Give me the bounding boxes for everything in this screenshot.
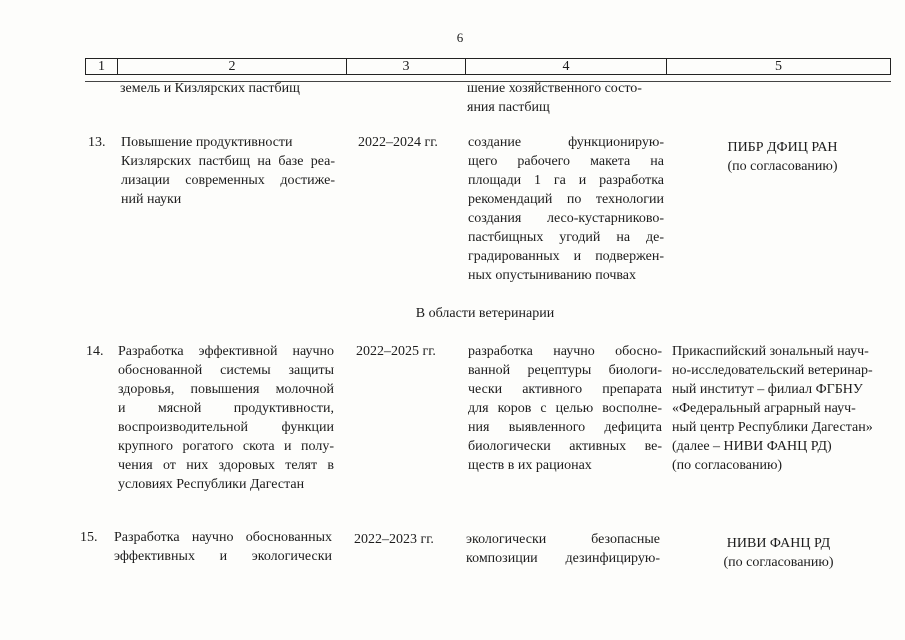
page-number: 6 bbox=[456, 30, 464, 45]
row-executor bbox=[680, 138, 885, 176]
row-number: 14. bbox=[86, 344, 104, 359]
row-period: 2022–2023 гг. bbox=[354, 532, 434, 547]
text-line: Кизлярских пастбищ на базе реа- bbox=[121, 154, 335, 169]
text-line: чения от них здоровых телят в bbox=[118, 458, 334, 473]
row-period: 2022–2024 гг. bbox=[358, 135, 438, 150]
text-line: экологически безопасные bbox=[466, 532, 660, 547]
header-col-1: 1 bbox=[98, 59, 105, 74]
text-line: ный институт – филиал ФГБНУ bbox=[672, 382, 863, 397]
text-line: земель и Кизлярских пастбищ bbox=[120, 81, 300, 96]
text-line: Повышение продуктивности bbox=[121, 135, 293, 150]
row-name bbox=[114, 528, 332, 566]
text-line: (по согласованию) bbox=[672, 458, 783, 473]
row-result bbox=[468, 342, 662, 475]
table-header-row bbox=[85, 58, 891, 75]
row-period: 2022–2025 гг. bbox=[356, 344, 436, 359]
text-line: пастбищных угодий на де- bbox=[468, 230, 664, 245]
text-line: (по согласованию) bbox=[723, 555, 834, 570]
text-line: ных опустыниванию почвах bbox=[468, 268, 637, 283]
text-line: «Федеральный аграрный науч- bbox=[672, 401, 856, 416]
text-line: и мясной продуктивности, bbox=[118, 401, 334, 416]
header-col-2: 2 bbox=[228, 59, 236, 74]
row-result bbox=[468, 133, 664, 285]
text-line: для коров с целью восполне- bbox=[468, 401, 662, 416]
continuation-result bbox=[467, 79, 667, 117]
text-line: яния пастбищ bbox=[467, 100, 550, 115]
text-line: но-исследовательский ветеринар- bbox=[672, 363, 873, 378]
text-line: крупного рогатого скота и полу- bbox=[118, 439, 334, 454]
text-line: ний науки bbox=[121, 192, 182, 207]
text-line: разработка научно обосно- bbox=[468, 344, 662, 359]
text-line: эффективных и экологически bbox=[114, 549, 332, 564]
text-line: здоровья, повышения молочной bbox=[118, 382, 334, 397]
text-line: лизации современных достиже- bbox=[121, 173, 335, 188]
text-line: создание функционирую- bbox=[468, 135, 664, 150]
text-line: ществ в их рационах bbox=[468, 458, 592, 473]
row-name bbox=[121, 133, 335, 209]
text-line: ный центр Республики Дагестан» bbox=[672, 420, 873, 435]
row-executor bbox=[676, 534, 881, 572]
text-line: (по согласованию) bbox=[727, 159, 838, 174]
text-line: ванной рецептуры биологи- bbox=[468, 363, 662, 378]
text-line: градированных и подвержен- bbox=[468, 249, 664, 264]
row-result bbox=[466, 530, 660, 568]
text-line: Разработка эффективной научно bbox=[118, 344, 334, 359]
text-line: композиции дезинфицирую- bbox=[466, 551, 660, 566]
header-col-3: 3 bbox=[402, 59, 410, 74]
text-line: биологически активных ве- bbox=[468, 439, 662, 454]
text-line: НИВИ ФАНЦ РД bbox=[726, 536, 831, 551]
text-line: шение хозяйственного состо- bbox=[467, 81, 642, 96]
row-number: 13. bbox=[88, 135, 106, 150]
text-line: условиях Республики Дагестан bbox=[118, 477, 305, 492]
header-col-4: 4 bbox=[562, 59, 570, 74]
text-line: ния выявленного дефицита bbox=[468, 420, 662, 435]
text-line: ПИБР ДФИЦ РАН bbox=[727, 140, 838, 155]
continuation-name bbox=[120, 79, 350, 98]
row-number: 15. bbox=[80, 530, 98, 545]
text-line: (далее – НИВИ ФАНЦ РД) bbox=[672, 439, 832, 454]
text-line: площади 1 га и разработка bbox=[468, 173, 664, 188]
text-line: Разработка научно обоснованных bbox=[114, 530, 332, 545]
text-line: Прикаспийский зональный науч- bbox=[672, 344, 869, 359]
header-col-5: 5 bbox=[775, 59, 782, 74]
text-line: обоснованной системы защиты bbox=[118, 363, 334, 378]
row-name bbox=[118, 342, 334, 494]
text-line: щего рабочего макета на bbox=[468, 154, 664, 169]
text-line: рекомендаций по технологии bbox=[468, 192, 664, 207]
text-line: воспроизводительной функции bbox=[118, 420, 334, 435]
row-executor bbox=[672, 342, 894, 475]
section-title: В области ветеринарии bbox=[415, 306, 555, 321]
text-line: чески активного препарата bbox=[468, 382, 662, 397]
text-line: создания лесо-кустарниково- bbox=[468, 211, 664, 226]
